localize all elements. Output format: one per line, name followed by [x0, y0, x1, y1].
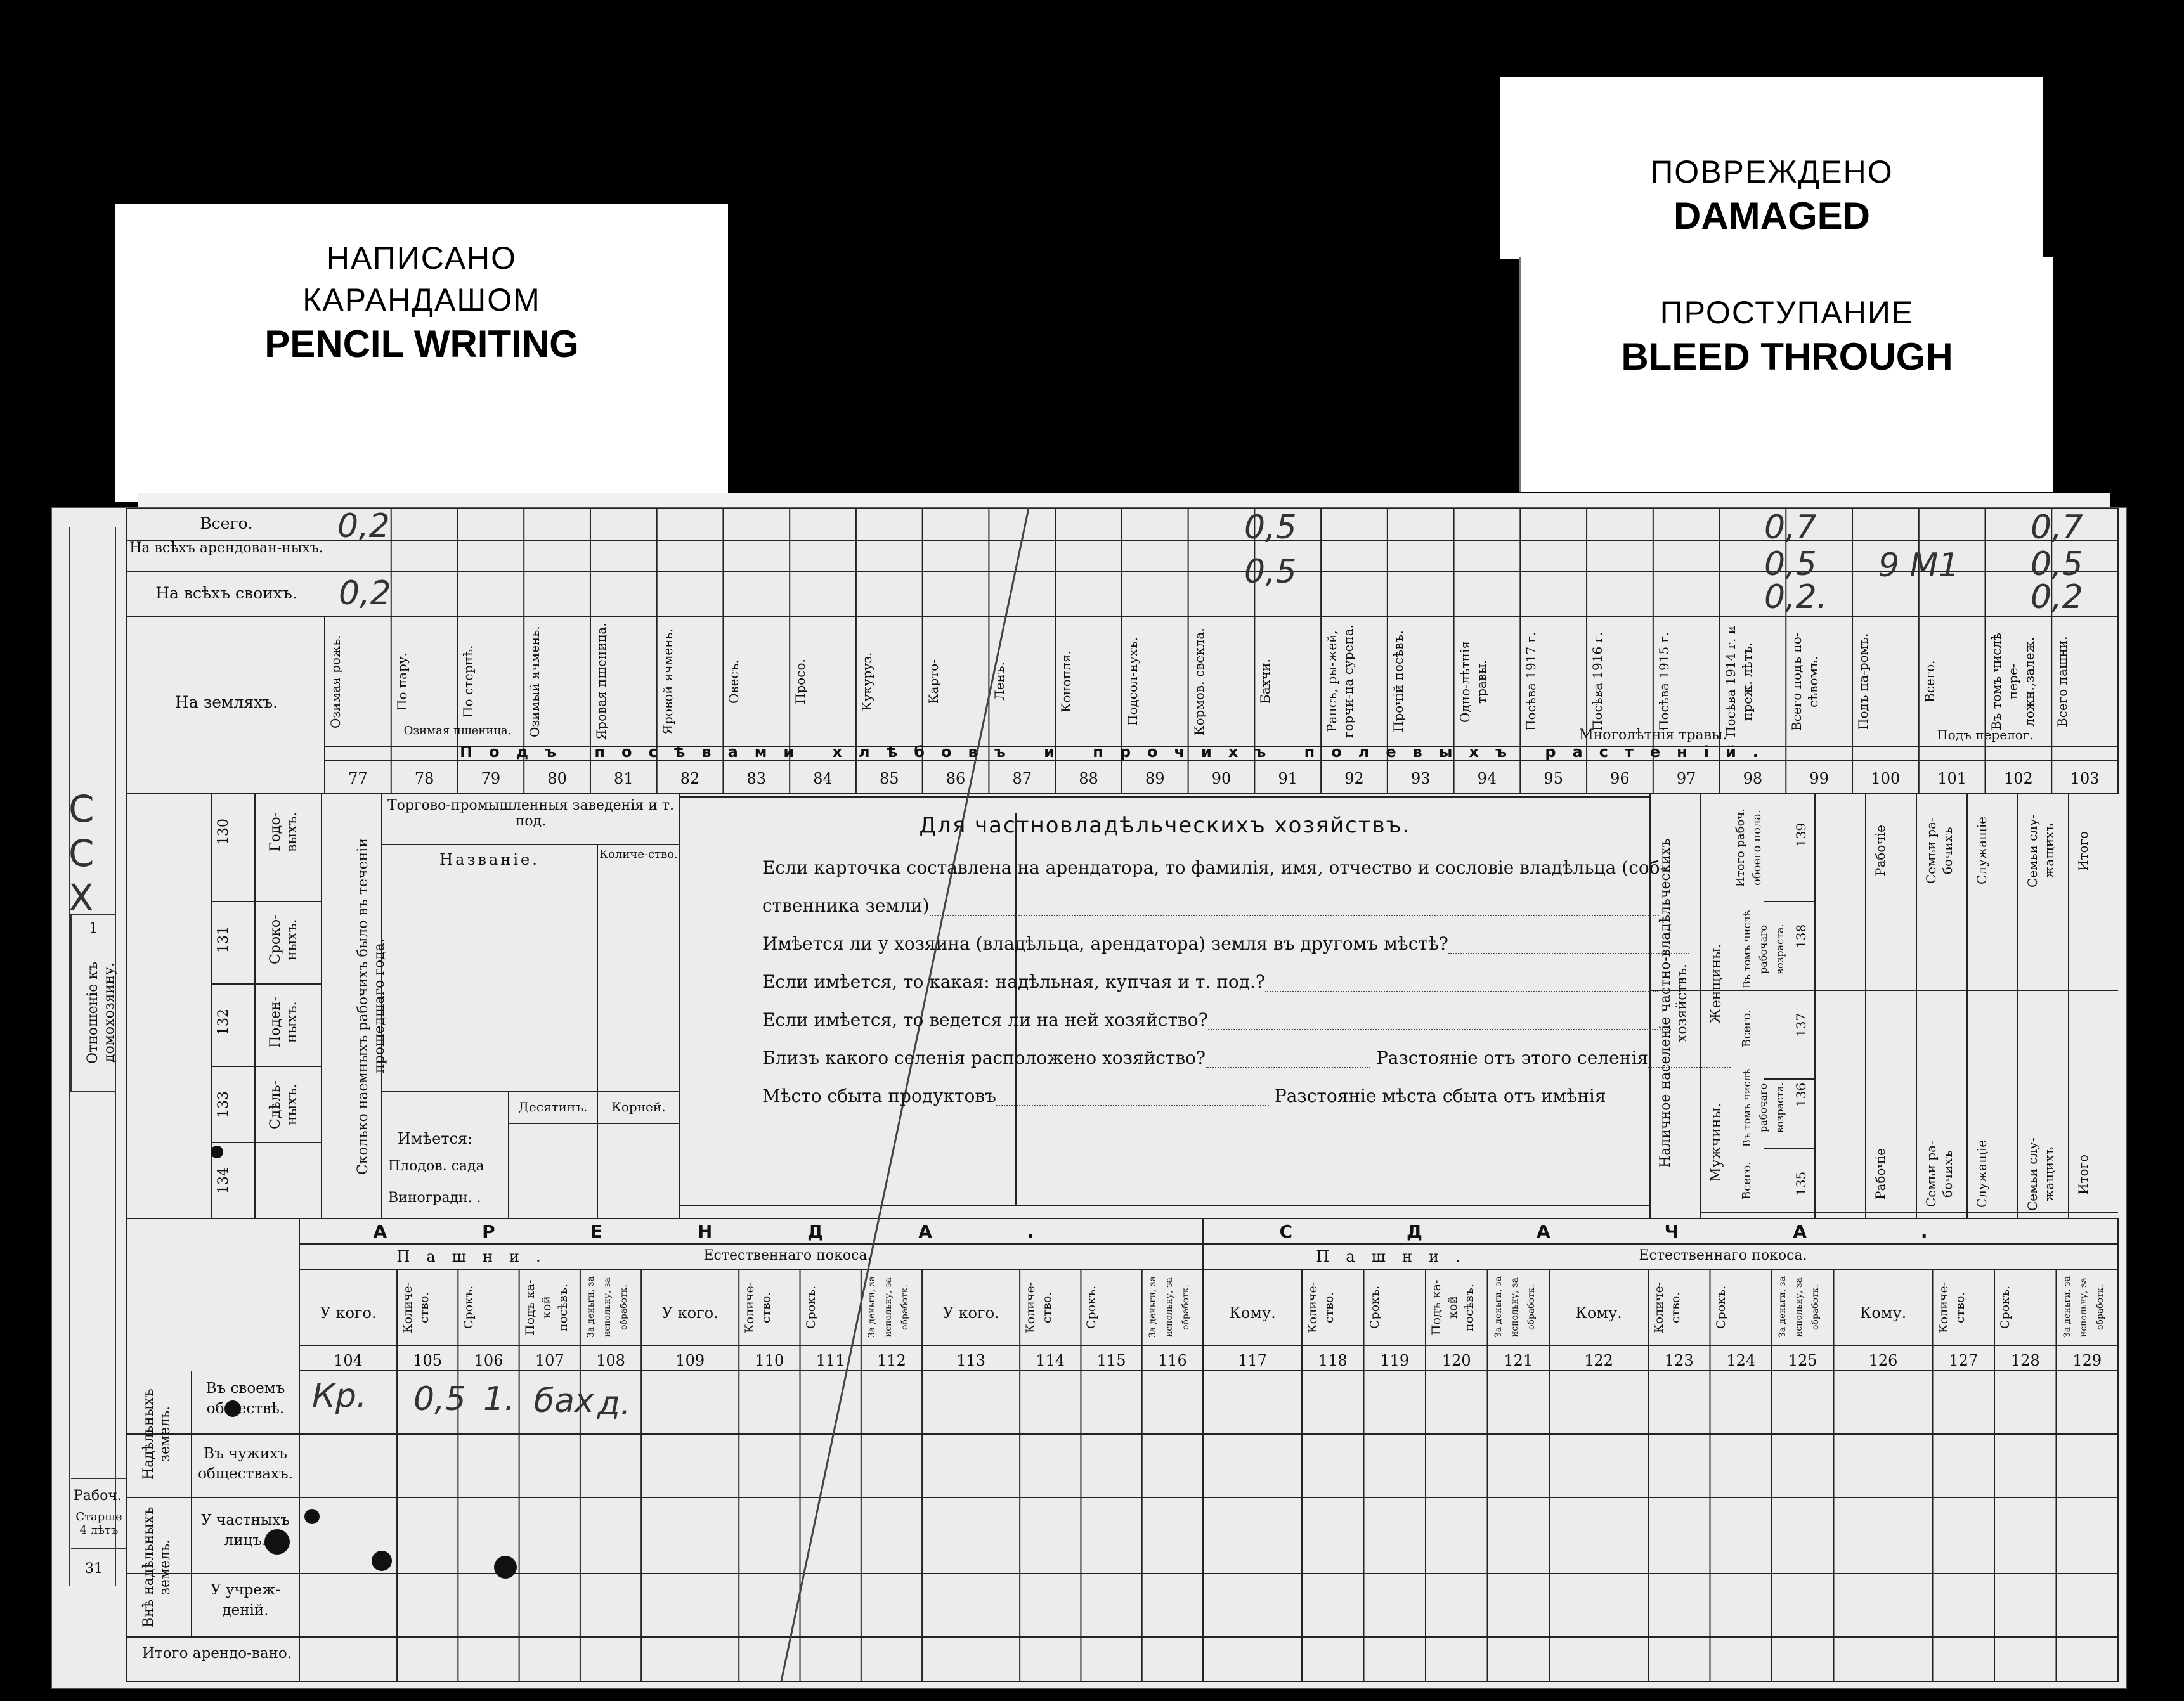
row-zemlyah: На земляхъ.	[174, 693, 278, 711]
worker-label: Сроко-ныхъ.	[268, 914, 300, 965]
hw-arend-99: 0,5	[1764, 545, 1817, 583]
margin-num-1: 1	[89, 921, 98, 936]
row-nadel: Надѣльныхъ земель.	[141, 1388, 173, 1480]
bottom-col-num: 110	[755, 1352, 784, 1369]
damaged-en: DAMAGED	[1674, 195, 1870, 237]
bottom-col-label: За деньги, за испольну, за обработк.	[866, 1276, 910, 1338]
bottom-col-num: 124	[1726, 1352, 1756, 1369]
nal-num: 136	[1793, 1082, 1809, 1108]
bottom-col-label: Количе-ство.	[1936, 1281, 1967, 1333]
bottom-col-who: Кому.	[1859, 1304, 1907, 1322]
q4	[762, 1009, 1671, 1030]
muzh-vtom: Въ томъ числѣ рабочаго возраста.	[1741, 1068, 1786, 1147]
hw-vsego-91: 0,5	[1244, 508, 1297, 547]
bottom-col-num: 115	[1096, 1352, 1126, 1369]
top-col-label: Яровой ячмень.	[660, 628, 675, 735]
arenda-pashni: Пашни.	[396, 1248, 557, 1265]
muzh-label: Мужчины.	[1708, 1103, 1724, 1182]
bottom-col-num: 122	[1584, 1352, 1613, 1369]
top-col-num: 103	[2070, 770, 2100, 787]
chast-title: Для частновладѣльческихъ хозяйствъ.	[919, 813, 1411, 838]
bottom-col-num: 129	[2072, 1352, 2102, 1369]
bottom-col-num: 119	[1380, 1352, 1410, 1369]
zhen-vsego: Всего.	[1740, 1009, 1753, 1047]
bottom-col-num: 121	[1504, 1352, 1533, 1369]
hw-vsego-99: 0,7	[1764, 508, 1817, 547]
right-col-top: Рабочiе	[1873, 825, 1888, 877]
pencil-writing-card	[115, 204, 728, 502]
bottom-col-who: У кого.	[320, 1304, 377, 1322]
q2	[762, 933, 1689, 954]
bottom-col-who: У кого.	[942, 1304, 999, 1322]
hw-arend-91: 0,5	[1244, 553, 1297, 591]
bottom-col-num: 127	[1949, 1352, 1979, 1369]
top-col-num: 102	[2003, 770, 2033, 787]
row-chastnyh: У частныхъ лицъ.	[201, 1512, 290, 1549]
sdacha-title: СДАЧА.	[1279, 1221, 2042, 1242]
bottom-col-num: 117	[1238, 1352, 1267, 1369]
top-col-label: Посѣва 1915 г.	[1656, 631, 1672, 732]
hw-letter-1: С	[68, 787, 94, 831]
hw-svoih-99: 0,2.	[1764, 578, 1828, 616]
margin-num-31: 31	[85, 1561, 103, 1577]
row-svoem: Въ своемъ обществѣ.	[205, 1380, 285, 1417]
q3	[762, 971, 1658, 992]
q5	[762, 1047, 1731, 1068]
nalichnoe-caption: Наличное населенiе частно-владѣльческихъ хозяйствъ.	[1658, 838, 1690, 1168]
nal-num: 138	[1793, 924, 1809, 949]
arenda-pokos: Естественнаго покоса.	[703, 1248, 872, 1264]
bottom-col-num: 111	[816, 1352, 845, 1369]
bottom-col-num: 128	[2010, 1352, 2040, 1369]
q2-text: Имѣется ли у хозяина (владѣльца, арендатора) земля въ другомъ мѣстѣ?	[762, 933, 1448, 954]
row-arend: На всѣхъ арендован-ныхъ.	[129, 540, 323, 556]
q6	[762, 1085, 1606, 1106]
q3-text: Если имѣется, то какая: надѣльная, купчая и т. под.?	[762, 971, 1265, 992]
bottom-col-num: 126	[1868, 1352, 1898, 1369]
top-col-num: 77	[348, 770, 368, 787]
top-col-label: Карто-	[925, 659, 941, 704]
worker-label: Годо-выхъ.	[268, 812, 300, 852]
top-col-num: 91	[1278, 770, 1297, 787]
top-col-label: Всего пашни.	[2055, 636, 2070, 727]
top-col-num: 99	[1809, 770, 1829, 787]
top-banner: Подъ посѣвами хлѣбовъ и прочихъ полевыхъ растенiй.	[460, 743, 1775, 761]
damaged-card	[1500, 77, 2043, 259]
top-col-num: 84	[813, 770, 833, 787]
row-chuzhih: Въ чужихъ обществахъ.	[198, 1446, 293, 1482]
torg-sad: Плодов. сада	[388, 1158, 484, 1174]
muzh-vsego: Всего.	[1740, 1161, 1753, 1200]
top-col-label: Всего.	[1921, 660, 1937, 703]
top-col-num: 81	[614, 770, 634, 787]
hw-u-kogo: Кр.	[312, 1377, 367, 1415]
top-col-label: Подсол-нухъ.	[1124, 637, 1140, 726]
row-uchrezh: У учреж-денiй.	[211, 1582, 280, 1619]
bottom-col-label: За деньги, за испольну, за обработк.	[2062, 1276, 2105, 1338]
top-col-num: 86	[946, 770, 966, 787]
top-col-label: Просо.	[793, 659, 809, 704]
top-col-num: 97	[1676, 770, 1696, 787]
bottom-col-label: Количе-ство.	[743, 1281, 774, 1333]
top-col-num: 90	[1211, 770, 1232, 787]
bottom-col-num: 105	[413, 1352, 443, 1369]
nal-num: 139	[1793, 822, 1809, 848]
top-col-num: 92	[1344, 770, 1364, 787]
pencil-en: PENCIL WRITING	[264, 323, 579, 365]
bottom-col-label: Срокъ.	[1998, 1285, 2012, 1329]
right-col-top: Итого	[2076, 831, 2091, 871]
top-col-num: 82	[680, 770, 700, 787]
top-col-label: Посѣва 1917 г.	[1523, 631, 1539, 732]
hw-arend-103: 0,5	[2031, 545, 2083, 583]
bottom-col-label: Количе-ство.	[1306, 1281, 1336, 1333]
top-col-label: Ленъ.	[992, 662, 1008, 701]
bottom-col-who: У кого.	[661, 1304, 718, 1322]
bottom-col-label: Срокъ.	[803, 1285, 818, 1329]
top-col-label: Кукуруз.	[859, 652, 874, 711]
row-svoih: На всѣхъ своихъ.	[155, 584, 297, 602]
bottom-col-label: Срокъ.	[462, 1285, 476, 1329]
bleed-en: BLEED THROUGH	[1621, 335, 1953, 378]
bottom-col-label: Количе-ство.	[1652, 1281, 1682, 1333]
top-col-num: 80	[547, 770, 567, 787]
bottom-col-label: Подъ ка-кой посѣвъ.	[1429, 1279, 1476, 1335]
bottom-col-num: 104	[334, 1352, 363, 1369]
bottom-col-who: Кому.	[1229, 1304, 1276, 1322]
top-col-label: Всего подъ по-сѣвомъ.	[1789, 632, 1821, 731]
q6-text-b: Разстоянiе мѣста сбыта отъ имѣнiя	[1274, 1085, 1606, 1106]
row-vsego: Всего.	[200, 514, 253, 533]
top-col-num: 101	[1937, 770, 1967, 787]
pencil-ru-line1: НАПИСАНО	[326, 240, 517, 276]
bottom-col-label: Количе-ство.	[1024, 1281, 1055, 1333]
sdacha-pashni: Пашни.	[1316, 1248, 1477, 1265]
torg-title: Торгово-промышленныя заведенiя и т. под.	[387, 798, 675, 829]
top-col-label: Посѣва 1914 г. и преж. лѣтъ.	[1722, 625, 1755, 738]
sdacha-pokos: Естественнаго покоса.	[1639, 1248, 1807, 1264]
top-col-num: 95	[1544, 770, 1563, 787]
q4-text: Если имѣется, то ведется ли на ней хозяйство?	[762, 1009, 1208, 1030]
damaged-ru: ПОВРЕЖДЕНО	[1650, 154, 1894, 190]
torg-korney: Корней.	[611, 1099, 666, 1115]
bottom-col-num: 108	[596, 1352, 625, 1369]
bottom-col-label: Количе-ство.	[401, 1281, 432, 1333]
starshe-label: Старше 4 лѣтъ	[75, 1510, 122, 1537]
top-col-num: 88	[1079, 770, 1098, 787]
zhen-label: Женщины.	[1708, 943, 1724, 1025]
torg-desyatin: Десятинъ.	[518, 1099, 588, 1115]
itogo-rab-label: Итого рабоч. обоего пола.	[1734, 808, 1764, 888]
bottom-col-num: 125	[1788, 1352, 1817, 1369]
worker-num: 130	[216, 818, 231, 845]
right-col-top: Служащiе	[1974, 817, 1989, 885]
right-col-top: Семьи ра-бочихъ	[1923, 817, 1955, 884]
hw-letter-3: Х	[68, 876, 94, 919]
bottom-col-num: 123	[1664, 1352, 1694, 1369]
top-col-num: 85	[880, 770, 899, 787]
pencil-ru-line2: КАРАНДАШОМ	[302, 282, 541, 318]
top-col-label: Въ томъ числѣ пере-ложн.,залеж.	[1988, 632, 2037, 731]
worker-label: Сдѣль-ныхъ.	[268, 1080, 300, 1129]
workers-caption: Сколько наемныхъ рабочихъ было въ теченiи прошедшаго года.	[355, 838, 387, 1175]
hw-kolich: 0,5	[413, 1380, 466, 1418]
top-col-label: Рапсъ, ры-жей, горчи-ца сурепа.	[1324, 624, 1356, 739]
bottom-col-label: За деньги, за испольну, за обработк.	[1778, 1276, 1821, 1338]
torg-col-qty: Количе-ство.	[599, 848, 678, 861]
hw-pod: бах	[534, 1382, 594, 1420]
top-col-label: Подъ па-ромъ.	[1856, 633, 1871, 730]
bottom-col-who: Кому.	[1575, 1304, 1622, 1322]
top-col-num: 100	[1871, 770, 1901, 787]
top-col-label: По стернѣ.	[460, 645, 476, 718]
hw-za: д.	[597, 1385, 631, 1423]
top-col-num: 78	[414, 770, 434, 787]
top-col-num: 93	[1410, 770, 1431, 787]
bottom-col-label: За деньги, за испольну, за обработк.	[1493, 1276, 1537, 1338]
hw-svoih-103: 0,2	[2031, 578, 2083, 616]
hw-vsego-77: 0,2	[337, 507, 390, 545]
bottom-col-num: 112	[877, 1352, 906, 1369]
bottom-col-label: За деньги, за испольну, за обработк.	[1147, 1276, 1191, 1338]
top-col-num: 98	[1743, 770, 1763, 787]
top-col-label: Озимая рожь.	[328, 635, 343, 728]
zhen-vtom: Въ томъ числѣ рабочаго возраста.	[1741, 910, 1786, 988]
top-col-label: Кормов. свекла.	[1191, 628, 1207, 735]
row-vne: Внѣ надѣльныхъ земель.	[141, 1506, 173, 1628]
q1-line-b	[762, 895, 1659, 916]
raboch-label: Рабоч.	[74, 1488, 122, 1504]
row-itogo: Итого арендо-вано.	[141, 1645, 292, 1662]
worker-num: 133	[216, 1091, 231, 1118]
top-col-num: 83	[746, 770, 767, 787]
top-col-num: 96	[1610, 770, 1630, 787]
hw-svoih-77: 0,2	[339, 574, 391, 612]
bottom-col-num: 113	[956, 1352, 986, 1369]
right-col-top: Семьи слу-жащихъ	[2025, 814, 2057, 888]
right-col-bottom: Итого	[2076, 1154, 2091, 1194]
bottom-col-num: 120	[1441, 1352, 1471, 1369]
q1-line-a: Если карточка составлена на арендатора, то фамилiя, имя, отчество и сословiе владѣльца (соб-	[762, 857, 1667, 878]
bottom-col-num: 114	[1036, 1352, 1065, 1369]
bottom-col-num: 116	[1157, 1352, 1187, 1369]
top-col-num: 89	[1145, 770, 1165, 787]
q1-text-b: ственника земли)	[762, 895, 930, 916]
hw-srok: 1.	[483, 1380, 515, 1418]
group-ozimaya: Озимая пшеница.	[403, 724, 512, 737]
worker-num: 131	[216, 926, 231, 953]
top-col-label: Яровая пшеница.	[593, 623, 609, 741]
bleed-through-card	[1519, 257, 2053, 492]
bottom-col-label: Срокъ.	[1084, 1285, 1099, 1329]
right-col-bottom: Семьи слу-жащихъ	[2025, 1137, 2057, 1211]
torg-imeetsya: Имѣется:	[398, 1130, 473, 1148]
otnoshenie-label: Отношенiе къ домохозяину.	[85, 961, 117, 1064]
top-col-label: Бахчи.	[1258, 659, 1273, 704]
top-col-label: Одно-лѣтнiя травы.	[1457, 640, 1489, 723]
hw-arend-101: 9 М1	[1878, 547, 1960, 585]
right-col-bottom: Семьи ра-бочихъ	[1923, 1141, 1955, 1208]
bottom-col-label: За деньги, за испольну, за обработк.	[585, 1276, 629, 1338]
top-col-label: Посѣва 1916 г.	[1590, 631, 1606, 732]
hw-vsego-103: 0,7	[2031, 508, 2083, 547]
torg-vinograd: Виноградн. .	[388, 1190, 481, 1206]
q5-text-b: Разстоянiе отъ этого селенiя	[1375, 1047, 1648, 1068]
nal-num: 137	[1793, 1012, 1809, 1038]
q6-text-a: Мѣсто сбыта продуктовъ	[762, 1085, 996, 1106]
worker-num: 132	[216, 1009, 231, 1035]
bottom-col-label: Подъ ка-кой посѣвъ.	[523, 1279, 570, 1335]
q5-text-a: Близъ какого селенiя расположено хозяйство?	[762, 1047, 1206, 1068]
torg-col-name: Названiе.	[439, 851, 540, 869]
group-mnogolet: Многолѣтнiя травы.	[1579, 727, 1727, 743]
top-col-label: Овесъ.	[726, 659, 742, 704]
bleed-ru: ПРОСТУПАНИЕ	[1660, 295, 1914, 330]
bottom-col-num: 107	[535, 1352, 564, 1369]
group-perelog: Подъ перелог.	[1937, 727, 2034, 742]
top-col-label: Прочiй посѣвъ.	[1390, 630, 1406, 733]
top-col-num: 79	[481, 770, 501, 787]
top-col-num: 87	[1012, 770, 1032, 787]
bottom-col-label: Срокъ.	[1713, 1285, 1728, 1329]
top-col-num: 94	[1477, 770, 1497, 787]
bottom-col-num: 106	[474, 1352, 504, 1369]
top-col-label: Конопля.	[1058, 650, 1074, 713]
bottom-col-num: 118	[1318, 1352, 1348, 1369]
worker-num: 134	[216, 1167, 231, 1194]
census-card-sheet	[51, 507, 2127, 1689]
top-col-label: Озимый ячмень.	[527, 626, 543, 737]
worker-label: Поден-ныхъ.	[268, 996, 300, 1048]
nal-num: 135	[1793, 1171, 1809, 1196]
right-col-bottom: Рабочiе	[1873, 1148, 1888, 1200]
hw-letter-2: С	[68, 832, 94, 875]
bottom-col-num: 109	[675, 1352, 705, 1369]
top-col-label: По пару.	[394, 652, 410, 711]
bottom-col-label: Срокъ.	[1367, 1285, 1382, 1329]
right-col-bottom: Служащiе	[1974, 1140, 1989, 1208]
arenda-title: АРЕНДА.	[373, 1221, 1129, 1242]
